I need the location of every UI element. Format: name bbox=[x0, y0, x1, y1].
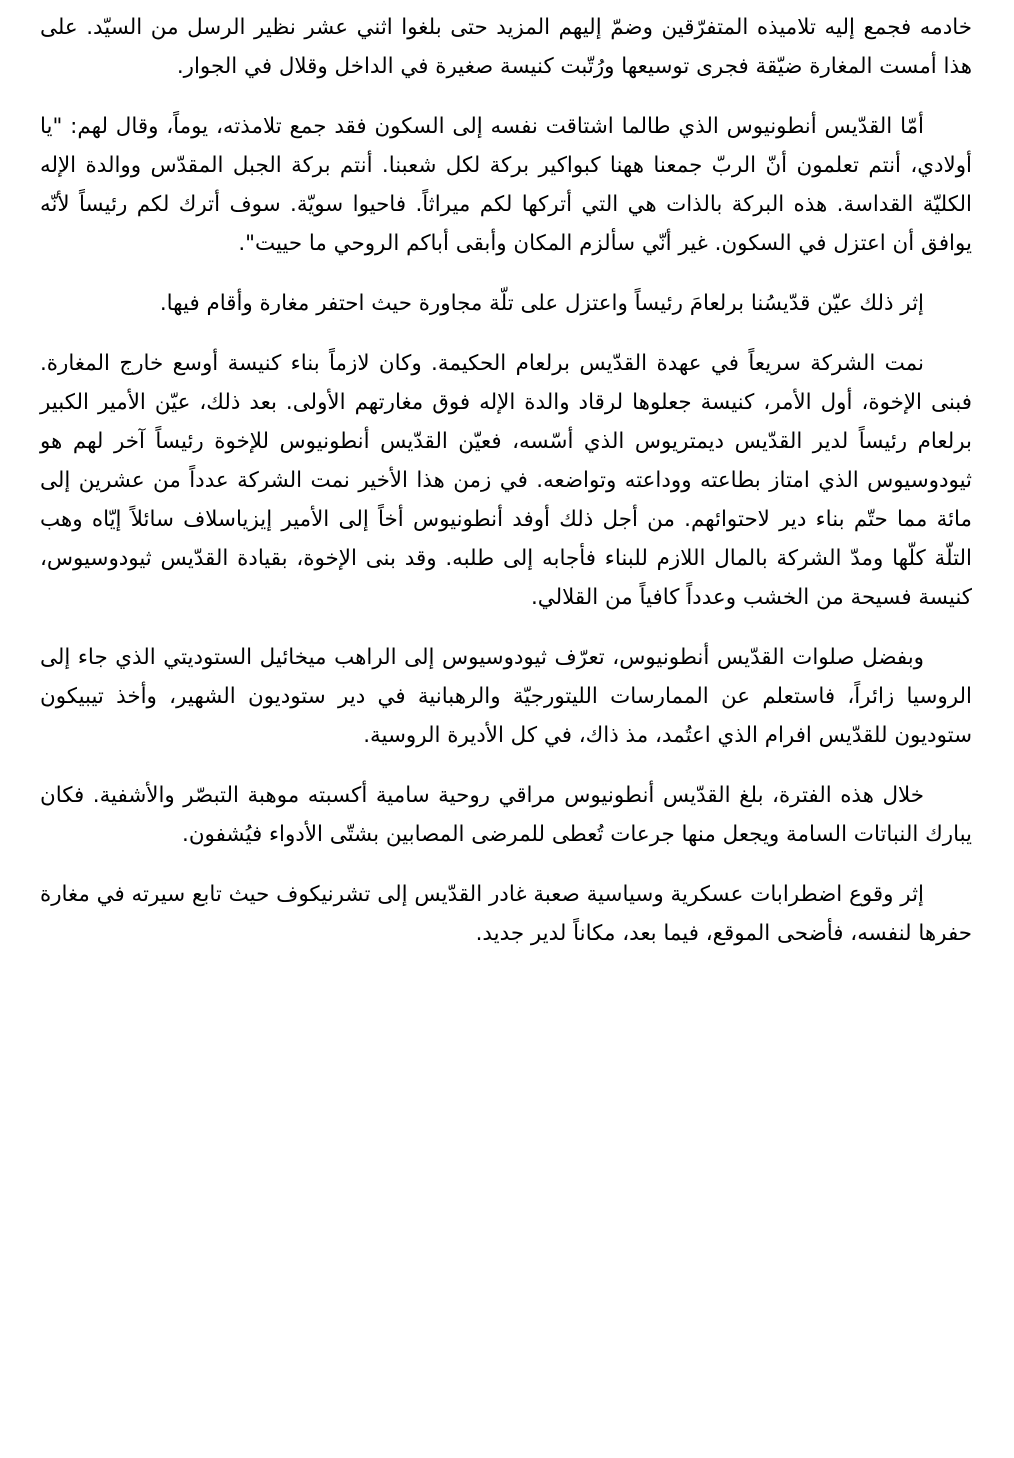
document-page bbox=[40, 8, 972, 1448]
paragraph-community-growth: نمت الشركة سريعاً في عهدة القدّيس برلعام الحكيمة. وكان لازماً بناء كنيسة أوسع خارج المغارة. فبنى الإخوة، أول الأمر، كنيسة جعلوها لرقاد والدة الإله فوق مغارتهم الأولى. بعد ذلك، عيّن الأمير الكبير برلعام رئيساً لدير القدّيس ديمتريوس الذي أسّسه، فعيّن القدّيس أنطونيوس للإخوة رئيساً آخر لهم هو ثيودوسيوس الذي امتاز بطاعته ووداعته وتواضعه. في زمن هذا الأخير نمت الشركة عدداً من عشرين إلى مائة مما حتّم بناء دير لاحتوائهم. من أجل ذلك أوفد أنطونيوس أخاً إلى الأمير إيزياسلاف سائلاً إيّاه وهب التلّة كلّها ومدّ الشركة بالمال اللازم للبناء فأجابه إلى طلبه. وقد بنى الإخوة، بقيادة القدّيس ثيودوسيوس، كنيسة فسيحة من الخشب وعدداً كافياً من القلالي. bbox=[40, 351, 972, 610]
paragraph-healing-gifts: خلال هذه الفترة، بلغ القدّيس أنطونيوس مراقي روحية سامية أكسبته موهبة التبصّر والأشفية. فكان يبارك النباتات السامة ويجعل منها جرعات تُعطى للمرضى المصابين بشتّى الأدواء فيُشفون. bbox=[40, 783, 972, 847]
paragraph-continuation: خادمه فجمع إليه تلاميذه المتفرّقين وضمّ إليهم المزيد حتى بلغوا اثني عشر نظير الرسل من السيّد. على هذا أمست المغارة ضيّقة فجرى توسيعها ورُتّبت كنيسة صغيرة في الداخل وقلال في الجوار. bbox=[40, 15, 972, 79]
paragraph-antonius-speech: أمّا القدّيس أنطونيوس الذي طالما اشتاقت نفسه إلى السكون فقد جمع تلامذته، يوماً، وقال لهم: "يا أولادي، أنتم تعلمون أنّ الربّ جمعنا ههنا كبواكير بركة لكل شعبنا. أنتم بركة الجبل المقدّس ووالدة الإله الكليّة القداسة. هذه البركة بالذات هي التي أتركها لكم ميراثاً. فاحيوا سويّة. سوف أترك لكم رئيساً لأنّه يوافق أن اعتزل في السكون. غير أنّي سألزم المكان وأبقى أباكم الروحي ما حييت". bbox=[40, 114, 972, 256]
paragraph-studite-typikon: وبفضل صلوات القدّيس أنطونيوس، تعرّف ثيودوسيوس إلى الراهب ميخائيل الستوديتي الذي جاء إلى الروسيا زائراً، فاستعلم عن الممارسات الليتورجيّة والرهبانية في دير ستوديون الشهير، وأخذ تيبيكون ستوديون للقدّيس افرام الذي اعتُمد، مذ ذاك، في كل الأديرة الروسية. bbox=[40, 645, 972, 748]
paragraph-barlaam-appointed: إثر ذلك عيّن قدّيسُنا برلعامَ رئيساً واعتزل على تلّة مجاورة حيث احتفر مغارة وأقام فيها. bbox=[159, 291, 924, 316]
paragraph-chernigov: إثر وقوع اضطرابات عسكرية وسياسية صعبة غادر القدّيس إلى تشرنيكوف حيث تابع سيرته في مغارة حفرها لنفسه، فأضحى الموقع، فيما بعد، مكاناً لدير جديد. bbox=[40, 882, 972, 946]
